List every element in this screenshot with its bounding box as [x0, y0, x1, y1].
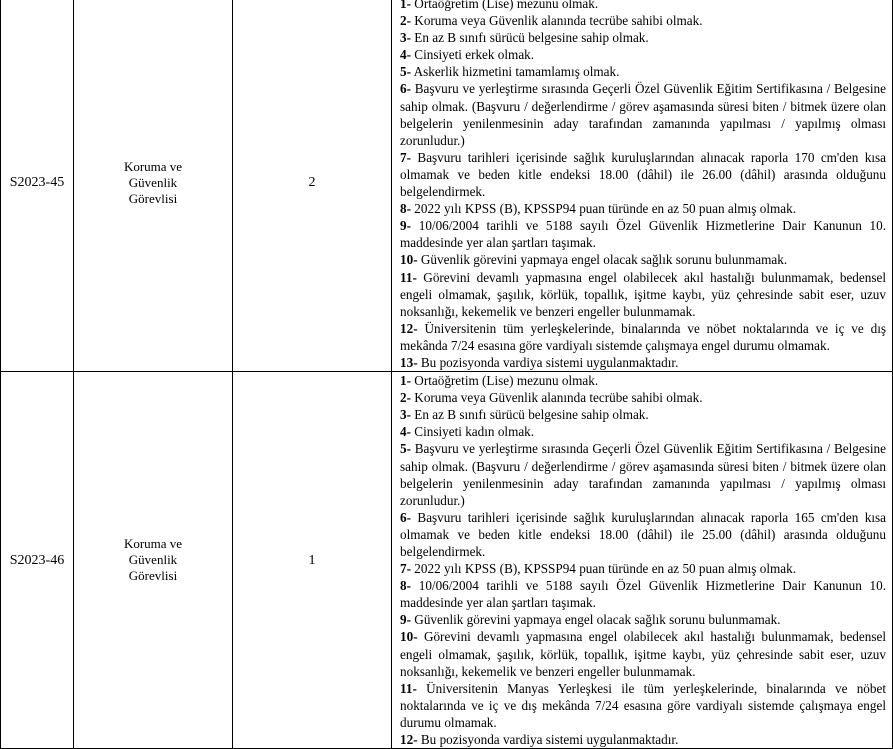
requirement-text: Başvuru ve yerleştirme sırasında Geçerli Özel Güvenlik Eğitim Sertifikasına / Belgesine sahip olmak. (Başvuru / değerlendirme / görev aşamasında süresi biten / bitmek üzere olan belgelerin yenilenmesinin aday tarafından zamanında yapılması / yapılmış olması zorunludur.)	[400, 81, 886, 148]
requirement-text: Ortaöğretim (Lise) mezunu olmak.	[411, 373, 599, 389]
requirement-number: 1-	[400, 373, 411, 389]
requirements-cell	[392, 0, 893, 372]
requirement-item	[400, 269, 886, 320]
requirement-item	[400, 200, 886, 217]
requirement-number: 4-	[400, 47, 411, 63]
position-title	[74, 372, 233, 749]
position-title-line: Görevlisi	[128, 568, 178, 584]
requirement-item	[400, 29, 886, 46]
requirement-item	[400, 46, 886, 63]
requirements-cell	[392, 372, 893, 749]
requirement-text: Bu pozisyonda vardiya sistemi uygulanmaktadır.	[417, 732, 679, 748]
requirement-text: En az B sınıfı sürücü belgesine sahip olmak.	[411, 407, 649, 423]
requirement-text: Güvenlik görevini yapmaya engel olacak sağlık sorunu bulunmamak.	[411, 612, 781, 628]
requirement-text: 10/06/2004 tarihli ve 5188 sayılı Özel Güvenlik Hizmetlerine Dair Kanunun 10. maddesinde yer alan şartları taşımak.	[400, 218, 886, 251]
position-title-line: Koruma ve	[123, 159, 183, 175]
requirement-item	[400, 680, 886, 731]
requirement-number: 12-	[400, 320, 418, 336]
requirement-item	[400, 80, 886, 148]
requirement-number: 5-	[400, 64, 411, 80]
requirement-number: 2-	[400, 390, 411, 406]
requirement-item	[400, 628, 886, 679]
requirement-item	[400, 731, 886, 748]
requirement-number: 8-	[400, 201, 411, 217]
requirement-item	[400, 149, 886, 200]
requirement-number: 10-	[400, 629, 418, 645]
position-count: 1	[233, 372, 392, 749]
requirement-text: Cinsiyeti erkek olmak.	[411, 47, 535, 63]
requirement-text: Koruma veya Güvenlik alanında tecrübe sahibi olmak.	[411, 13, 703, 29]
requirement-item	[400, 251, 886, 268]
requirement-number: 6-	[400, 81, 411, 97]
requirement-number: 9-	[400, 612, 411, 628]
requirement-item	[400, 372, 886, 389]
requirement-number: 13-	[400, 354, 418, 370]
requirement-text: Bu pozisyonda vardiya sistemi uygulanmaktadır.	[417, 354, 679, 370]
requirement-item	[400, 611, 886, 628]
requirement-text: 10/06/2004 tarihli ve 5188 sayılı Özel Güvenlik Hizmetlerine Dair Kanunun 10. maddesinde yer alan şartları taşımak.	[400, 578, 886, 611]
position-count: 2	[233, 0, 392, 372]
requirement-item	[400, 577, 886, 611]
requirement-item	[400, 354, 886, 371]
requirement-text: Üniversitenin tüm yerleşkelerinde, binalarında ve nöbet noktalarında ve iç ve dış mekânda 7/24 esasına göre vardiyalı sistemde çalışmaya engel durumu olmamak.	[400, 320, 886, 353]
requirement-item	[400, 320, 886, 354]
requirement-item	[400, 63, 886, 80]
requirement-number: 6-	[400, 509, 411, 525]
requirement-text: Başvuru tarihleri içerisinde sağlık kuruluşlarından alınacak raporla 170 cm'den kısa olmamak ve beden kitle endeksi 18.00 (dâhil) ile 26.00 (dâhil) arasında olduğunu belgelendirmek.	[400, 149, 886, 200]
requirement-item	[400, 423, 886, 440]
position-title-line: Güvenlik	[128, 552, 178, 568]
requirement-text: Güvenlik görevini yapmaya engel olacak sağlık sorunu bulunmamak.	[417, 252, 788, 268]
requirement-text: En az B sınıfı sürücü belgesine sahip olmak.	[411, 30, 649, 46]
position-code: S2023-46	[1, 372, 74, 749]
position-title-line: Güvenlik	[128, 175, 178, 191]
requirement-number: 11-	[400, 269, 417, 285]
requirement-item	[400, 509, 886, 560]
requirement-item	[400, 560, 886, 577]
requirement-text: Başvuru tarihleri içerisinde sağlık kuruluşlarından alınacak raporla 165 cm'den kısa olmamak ve beden kitle endeksi 18.00 (dâhil) ile 25.00 (dâhil) arasında olduğunu belgelendirmek.	[400, 509, 886, 559]
requirement-text: Görevini devamlı yapmasına engel olabilecek akıl hastalığı bulunmamak, bedensel engeli olmamak, şaşılık, körlük, topallık, işitme kaybı, yüz çehresinde sabit eser, uzuv noksanlığı, kekemelik ve benzeri engeller bulunmamak.	[400, 269, 886, 319]
requirement-text: 2022 yılı KPSS (B), KPSSP94 puan türünde en az 50 puan almış olmak.	[411, 561, 796, 577]
requirement-text: Başvuru ve yerleştirme sırasında Geçerli Özel Güvenlik Eğitim Sertifikasına / Belgesine sahip olmak. (Başvuru / değerlendirme / görev aşamasında süresi biten / bitmek üzere olan belgelerin yenilenmesinin aday tarafından zamanında yapılması / yapılmış olması zorunludur.)	[400, 441, 886, 508]
requirement-number: 8-	[400, 578, 411, 594]
requirement-text: Üniversitenin Manyas Yerleşkesi ile tüm yerleşkelerinde, binalarında ve nöbet noktalarında ve iç ve dış mekânda 7/24 esasına göre vardiyalı sistemde çalışmaya engel durumu olmamak.	[400, 680, 886, 730]
requirement-text: Ortaöğretim (Lise) mezunu olmak.	[411, 0, 599, 11]
requirement-number: 3-	[400, 30, 411, 46]
requirement-item	[400, 12, 886, 29]
requirement-number: 7-	[400, 561, 411, 577]
requirement-number: 1-	[400, 0, 411, 11]
requirement-text: Koruma veya Güvenlik alanında tecrübe sahibi olmak.	[411, 390, 703, 406]
requirement-text: 2022 yılı KPSS (B), KPSSP94 puan türünde en az 50 puan almış olmak.	[411, 201, 796, 217]
requirement-text: Görevini devamlı yapmasına engel olabilecek akıl hastalığı bulunmamak, bedensel engeli olmamak, şaşılık, körlük, topallık, işitme kaybı, yüz çehresinde sabit eser, uzuv noksanlığı, kekemelik ve benzeri engeller bulunmamak.	[400, 629, 886, 679]
requirement-item	[400, 217, 886, 251]
requirement-number: 9-	[400, 218, 411, 234]
requirement-text: Cinsiyeti kadın olmak.	[411, 424, 535, 440]
requirement-number: 12-	[400, 732, 418, 748]
requirement-number: 3-	[400, 407, 411, 423]
requirement-number: 11-	[400, 680, 417, 696]
requirement-number: 7-	[400, 149, 411, 165]
requirement-item	[400, 406, 886, 423]
requirement-number: 10-	[400, 252, 418, 268]
requirement-item	[400, 389, 886, 406]
position-code: S2023-45	[1, 0, 74, 372]
requirement-number: 5-	[400, 441, 411, 457]
table-row	[1, 0, 893, 372]
requirement-number: 2-	[400, 13, 411, 29]
table-row	[1, 372, 893, 749]
requirement-text: Askerlik hizmetini tamamlamış olmak.	[411, 64, 620, 80]
position-title-line: Koruma ve	[123, 536, 183, 552]
requirement-number: 4-	[400, 424, 411, 440]
position-title-line: Görevlisi	[128, 191, 178, 207]
requirement-item	[400, 440, 886, 508]
requirement-item	[400, 0, 886, 12]
position-title	[74, 0, 233, 372]
